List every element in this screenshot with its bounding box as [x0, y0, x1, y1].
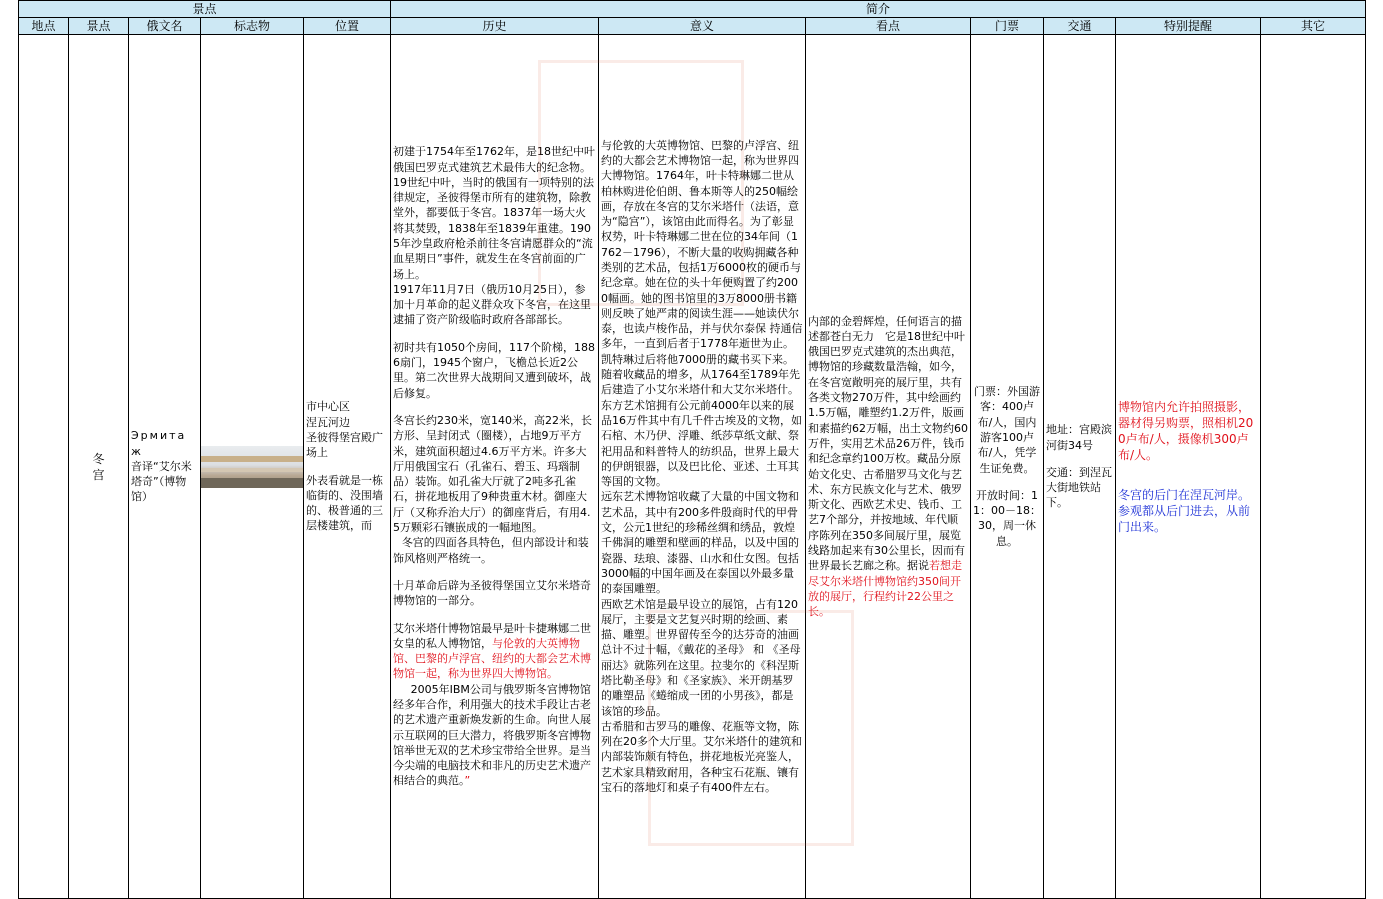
history-paragraph: 冬宫长约230米，宽140米，高22米，长方形、呈封闭式（圈楼），占地9万平方米，建筑面积超过4.6万平方米。许多大厅用俄国宝石（孔雀石、碧玉、玛瑙制品）装饰。如孔雀大厅就了2吨多孔雀石，拼花地板用了9种贵重木材。御座大厅（又称乔治大厅）的御座背后，有用4.5万颗彩石镶嵌成的一幅地图。: [393, 413, 593, 535]
cell-biaozhiwu: [201, 35, 304, 899]
cell-tebie: [1116, 35, 1261, 899]
table-row: [19, 35, 1366, 899]
col-header-menpiao: 门票: [971, 18, 1044, 35]
col-header-didian: 地点: [19, 18, 69, 35]
cell-lishi: [391, 35, 599, 899]
cell-yiyi: [599, 35, 806, 899]
history-paragraph: [391, 621, 598, 682]
history-text-end: ”: [464, 774, 471, 788]
itinerary-table: [18, 0, 1366, 899]
cell-ewenming: [129, 35, 201, 899]
spreadsheet: [18, 0, 1365, 899]
location-note: 外表看就是一栋临街的、没围墙的、极普通的三层楼建筑，而: [306, 473, 383, 533]
header-group-jianjie: 简介: [391, 1, 1366, 18]
transport: 交通：到涅瓦大街地铁站下。: [1046, 465, 1113, 510]
highlights-text: [806, 314, 970, 620]
russian-name: Эрмитаж: [131, 429, 187, 458]
header-row: [19, 18, 1366, 35]
cell-jingdian: [69, 35, 129, 899]
col-header-jiaotong: 交通: [1044, 18, 1116, 35]
history-paragraph: 1917年11月7日（俄历10月25日），参加十月革命的起义群众攻下冬宫，在这里逮捕了资产阶级临时政府各部部长。: [393, 282, 592, 327]
history-text: 艾尔米塔什博物馆最早是叶卡捷琳娜二世女皇的私人博物馆，: [393, 621, 592, 650]
special-note-photo: 博物馆内允许拍照摄影，器材得另购票，照相机200卢布/人，摄像机300卢布/人。: [1118, 399, 1254, 462]
winter-palace-photo: [201, 446, 303, 488]
col-header-weizhi: 位置: [304, 18, 391, 35]
ticket-price: 门票：外国游客：400卢布/人，国内游客100卢布/人，凭学生证免费。: [974, 385, 1041, 475]
col-header-biaozhiwu: 标志物: [201, 18, 304, 35]
cell-didian: [19, 35, 69, 899]
history-paragraph: 初时共有1050个房间，117个阶梯，1886扇门，1945个窗户，飞檐总长近2公里。第二次世界大战期间又遭到破坏，战后修复。: [393, 340, 596, 400]
col-header-kandian: 看点: [806, 18, 971, 35]
meaning-paragraph: 与伦敦的大英博物馆、巴黎的卢浮宫、纽约的大都会艺术博物馆一起，称为世界四大博物馆。1764年，叶卡特琳娜二世从柏林购进伦伯朗、鲁本斯等人的250幅绘画，存放在冬宫的艾尔米塔什（法语，意为“隐宫”），该馆由此而得名。为了彰显权势，叶卡特琳娜二世在位的34年间（1762－1796），不断大量的收购拥藏各种类别的艺术品，包括1万6000枚的硬币与纪念章。她在位的头十年便购置了约2000幅画。她的图书馆里的3万8000册书籍则反映了她严肃的阅读生涯——她读伏尔泰，也读卢梭作品，并与伏尔泰保 持通信多年，一直到后者于1778年逝世为止。凯特琳过后将他7000册的藏书买下来。随着收藏品的增多，从1764至1789年先后建造了小艾尔米塔什和大艾尔米塔什。: [601, 138, 803, 397]
col-header-lishi: 历史: [391, 18, 599, 35]
col-header-jingdian: 景点: [69, 18, 129, 35]
jingdian-name: 冬宫: [92, 451, 105, 482]
history-paragraph: 十月革命后辟为圣彼得堡国立艾尔米塔奇博物馆的一部分。: [393, 578, 592, 608]
highlights-body: 内部的金碧辉煌，任何语言的描述都苍白无力 它是18世纪中叶俄国巴罗克式建筑的杰出典范，博物馆的珍藏数量浩翰，如今，在冬宫宽敞明亮的展厅里，共有各类文物270万件，其中绘画约1.5万幅，雕塑约1.2万件，版画和素描约62万幅，出土文物约60万件，实用艺术品26万件，钱币和纪念章约100万枚。藏品分原始文化史、古希腊罗马文化与艺术、东方民族文化与艺术、俄罗斯文化、西欧艺术史、钱币、工艺7个部分，并按地域、年代顺序陈列在350多间展厅里，展览线路加起来有30公里长，因而有世界最长艺廊之称。据说: [808, 314, 969, 573]
history-paragraph: 19世纪中叶，当时的俄国有一项特别的法律规定，圣彼得堡市所有的建筑物，除教堂外，都要低于冬宫。1837年一场大火将其焚毁，1838年至1839年重建。1905年沙皇政府枪杀前往冬宫请愿群众的“流血星期日”事件，就发生在冬宫前面的广场上。: [393, 175, 595, 281]
cell-menpiao: [971, 35, 1044, 899]
history-paragraph: 初建于1754年至1762年，是18世纪中叶俄国巴罗克式建筑艺术最伟大的纪念物。: [393, 145, 596, 174]
col-header-ewenming: 俄文名: [129, 18, 201, 35]
col-header-yiyi: 意义: [599, 18, 806, 35]
address: 地址：宫殿滨河街34号: [1046, 423, 1113, 452]
special-note-entrance: 冬宫的后门在涅瓦河岸。参观都从后门进去，从前门出来。: [1118, 487, 1251, 534]
cell-qita: [1261, 35, 1366, 899]
col-header-tebie: 特别提醒: [1116, 18, 1261, 35]
history-text-highlight: 与伦敦的大英博物馆、巴黎的卢浮宫、纽约的大都会艺术博物馆一起，称为世界四大博物馆。: [393, 636, 592, 681]
header-group-row: [19, 1, 1366, 18]
cell-kandian: [806, 35, 971, 899]
col-header-qita: 其它: [1261, 18, 1366, 35]
history-paragraph: [391, 682, 598, 789]
meaning-paragraph: 古希腊和古罗马的雕像、花瓶等文物，陈列在20多个大厅里。艾尔米塔什的建筑和内部装饰颇有特色，拼花地板光亮鉴人，艺术家具精致耐用，各种宝石花瓶、镶有宝石的落地灯和桌子有400件左右。: [601, 719, 803, 795]
location-line: 圣彼得堡宫殿广场上: [306, 430, 383, 460]
cell-jiaotong: [1044, 35, 1116, 899]
history-paragraph: 冬宫的四面各具特色，但内部设计和装饰风格则严格统一。: [393, 536, 589, 565]
opening-hours: 开放时间：11：00－18：30，周一休息。: [973, 488, 1042, 548]
meaning-paragraph: 远东艺术博物馆收藏了大量的中国文物和艺术品，其中有200多件殷商时代的甲骨文，公元1世纪的珍稀丝绸和绣品，敦煌千佛洞的雕塑和壁画的样品，以及中国的瓷器、珐琅、漆器、山水和仕女图。包括3000幅的中国年画及在泰国以外最多量的泰国雕塑。: [601, 490, 800, 596]
meaning-paragraph: 东方艺术馆拥有公元前4000年以来的展品16万件其中有几千件古埃及的文物，如石棺、木乃伊、浮雕、纸莎草纸文献、祭祀用品和料普特人的纺织品，世界上最大的伊朗银器，以及巴比伦、亚述、土耳其等国的文物。: [601, 398, 803, 489]
highlights-note: 若想走尽艾尔米塔什博物馆约350间开放的展厅，行程约计22公里之长。: [808, 559, 963, 619]
meaning-paragraph: 西欧艺术馆是最早设立的展馆，占有120展厅，主要是文艺复兴时期的绘画、素描、雕塑。世界留传至今的达芬奇的油画总计不过十幅，《戴花的圣母》 和 《圣母丽达》就陈列在这里。拉斐尔的《科涅斯塔比勒圣母》和《圣家族》、米开朗基罗的雕塑品《蜷缩成一团的小男孩》，都是该馆的珍品。: [601, 597, 801, 718]
cell-weizhi: [304, 35, 391, 899]
location-line: 市中心区: [306, 400, 350, 414]
location-line: 涅瓦河边: [306, 415, 350, 429]
russian-name-translit: 音译“艾尔米塔奇”（博物馆）: [131, 459, 192, 504]
header-group-jingdian: 景点: [19, 1, 391, 18]
history-text: 2005年IBM公司与俄罗斯冬宫博物馆经多年合作，利用强大的技术手段让古老的艺术遗产重新焕发新的生命。向世人展示互联网的巨大潜力，将俄罗斯冬宫博物馆举世无双的艺术珍宝带给全世界。是当今尖端的电脑技术和非凡的历史艺术遗产相结合的典范。: [393, 682, 592, 788]
